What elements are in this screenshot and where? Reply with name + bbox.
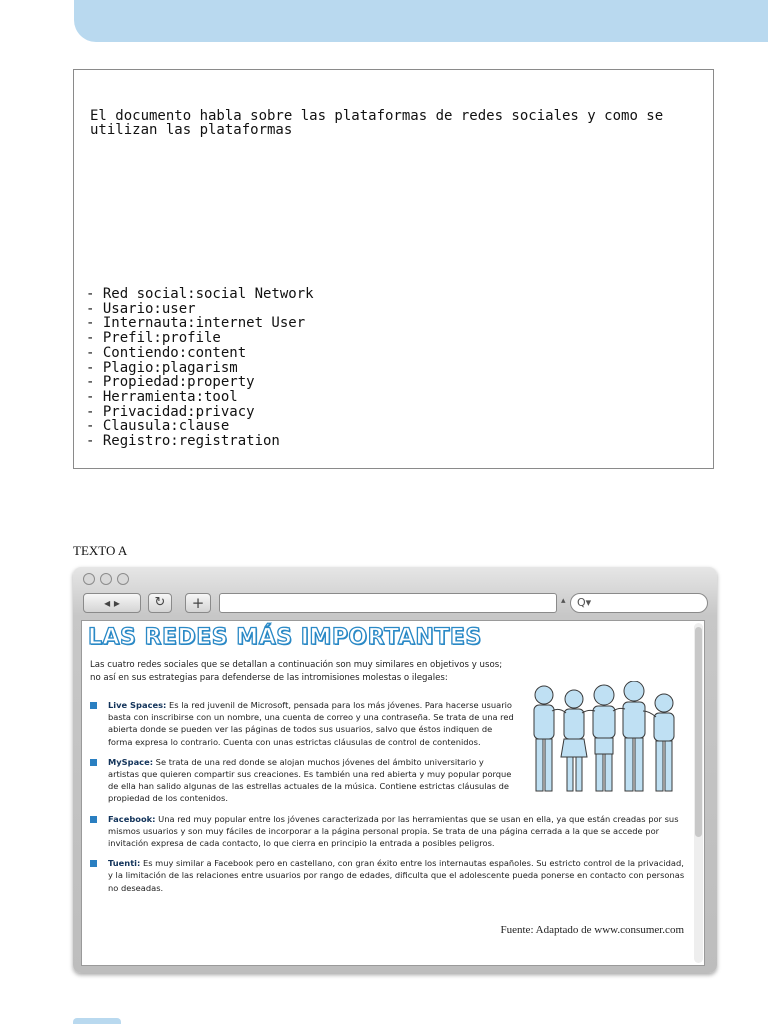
network-name: Tuenti:	[108, 858, 141, 869]
list-item	[90, 857, 690, 894]
section-label: TEXTO A	[73, 543, 128, 558]
network-description: Se trata de una red donde se alojan muchos jóvenes del ámbito universitario y artistas que quieren compartir sus creaciones. Es también una red abierta y muy popular porque de ella han salido algunas de las estrellas actuales de la música. Contiene estrictas cláusulas de propiedad de los contenidos.	[108, 756, 512, 804]
article-intro: Las cuatro redes sociales que se detallan a continuación son muy similares en objetivos y usos; no así en sus estrategias para defenderse de las intromisiones molestas o ilegales:	[90, 660, 503, 683]
network-description: Una red muy popular entre los jóvenes caracterizada por las herramientas que se usan en ella, ya que están creadas por sus mismos usuarios y son muy fáciles de incorporar a la página personal propia. Se trata de una página cerrada a la que se accede por invitación expresa de cada contacto, lo que cierra en principio la entrada a posibles peligros.	[108, 813, 679, 849]
footer-tab	[73, 1018, 121, 1024]
header-band	[74, 0, 768, 42]
reload-icon: ↻	[148, 593, 172, 613]
vocab-item: - Clausula:clause	[86, 418, 230, 435]
list-item	[90, 813, 690, 850]
network-name: MySpace:	[108, 756, 154, 767]
summary-text: El documento habla sobre las plataformas de redes sociales y como se utilizan las plataformas	[90, 108, 672, 138]
bullet-icon	[90, 860, 97, 867]
address-bar	[219, 593, 557, 613]
caret-icon: ▴	[561, 596, 566, 606]
page-viewport	[81, 620, 705, 966]
list-item	[90, 699, 516, 748]
list-item	[90, 756, 516, 805]
zoom-dot-icon	[117, 573, 129, 585]
vocab-item: - Prefil:profile	[86, 330, 221, 347]
network-list	[90, 699, 690, 902]
vocab-item: - Red social:social Network	[86, 286, 314, 302]
window-controls	[83, 573, 129, 585]
minimize-dot-icon	[100, 573, 112, 585]
network-name: Live Spaces:	[108, 700, 167, 710]
network-description: Es la red juvenil de Microsoft, pensada para los más jóvenes. Para hacerse usuario basta con inscribirse con un nombre, una cuenta de correo y una contraseña. Se trata de una red abierta donde se pueden ver las páginas de todos sus usuarios, salvo que éstos indiquen de forma expresa lo contrario. Cuenta con unas estrictas cláusulas de control de contenidos.	[108, 700, 514, 747]
bullet-icon	[90, 759, 97, 766]
network-description: Es muy similar a Facebook pero en castellano, con gran éxito entre los internautas españoles. Su estricto control de la privacidad, y la limitación de las relaciones entre usuarios por rango de edades, dificulta que el adolescente pueda ponerse en contacto con personas no deseadas.	[108, 858, 685, 893]
bullet-icon	[90, 816, 97, 823]
vocab-item: - Herramienta:tool	[86, 388, 238, 405]
notes-box	[73, 69, 714, 469]
back-forward-button: ◂ ▸	[83, 593, 141, 613]
article-title: LAS REDES MÁS IMPORTANTES	[88, 625, 482, 650]
vocab-item: - Propiedad:property	[86, 374, 255, 391]
vocab-item: - Usario:user	[86, 300, 196, 317]
vocabulary-list	[86, 287, 314, 449]
vocab-item: - Plagio:plagarism	[86, 359, 238, 376]
close-dot-icon	[83, 573, 95, 585]
network-name: Facebook:	[108, 813, 156, 824]
vocab-item: - Registro:registration	[86, 433, 280, 450]
vocab-item: - Internauta:internet User	[86, 315, 306, 332]
vocab-item: - Contiendo:content	[86, 344, 247, 361]
new-tab-icon: +	[185, 593, 211, 613]
browser-window	[73, 567, 717, 973]
search-field: Q▾	[570, 593, 708, 613]
source-credit: Fuente: Adaptado de www.consumer.com	[500, 924, 684, 936]
scrollbar-thumb	[695, 627, 702, 837]
bullet-icon	[90, 702, 97, 709]
vocab-item: - Privacidad:privacy	[86, 403, 255, 420]
